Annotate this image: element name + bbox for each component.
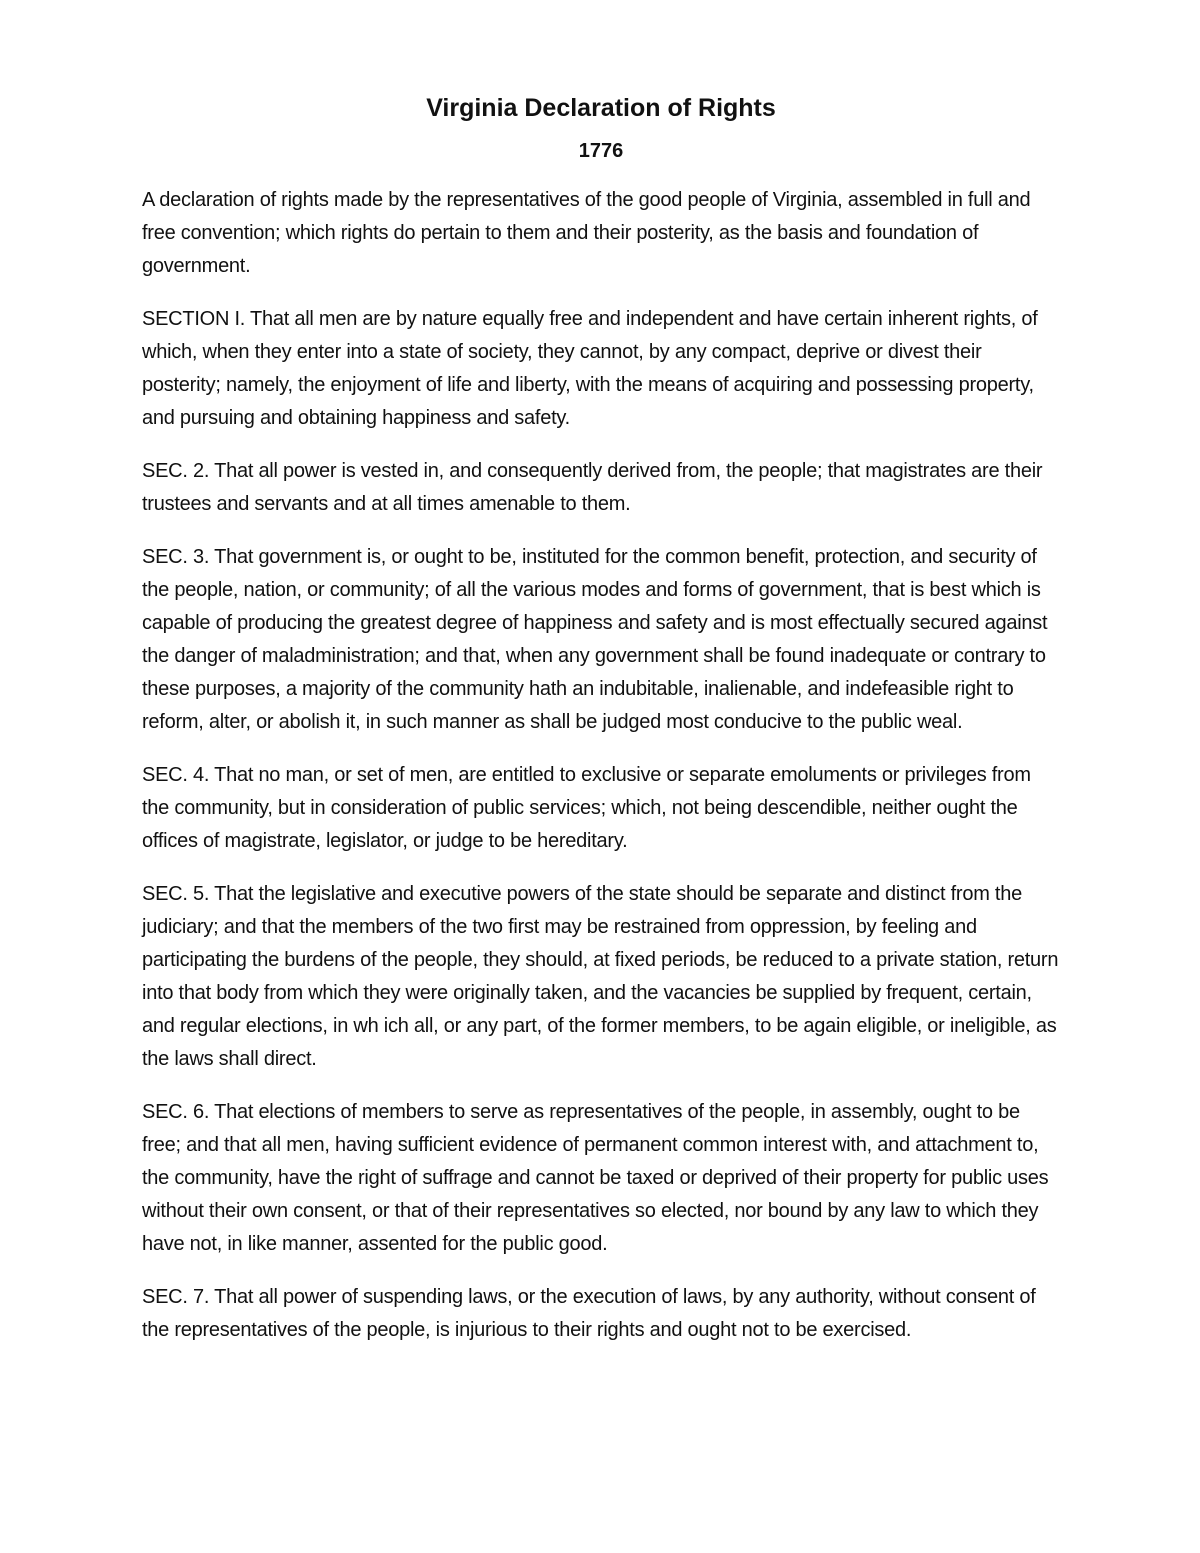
preamble-paragraph: A declaration of rights made by the representatives of the good people of Virginia, assembled in full and free convention; which rights do pertain to them and their posterity, as the basis and foundation of government. — [142, 189, 1031, 277]
section-6-paragraph: SEC. 6. That elections of members to serve as representatives of the people, in assembly, ought to be free; and that all men, having sufficient evidence of permanent common interest with, and attachment to, the community, have the right of suffrage and cannot be taxed or deprived of their property for public uses without their own consent, or that of their representatives so elected, nor bound by any law to which they have not, in like manner, assented for the public good. — [142, 1101, 1049, 1255]
document-body — [142, 90, 1060, 1347]
section-2-paragraph: SEC. 2. That all power is vested in, and consequently derived from, the people; that magistrates are their trustees and servants and at all times amenable to them. — [142, 460, 1043, 515]
section-1-paragraph: SECTION I. That all men are by nature equally free and independent and have certain inherent rights, of which, when they enter into a state of society, they cannot, by any compact, deprive or divest their posterity; namely, the enjoyment of life and liberty, with the means of acquiring and possessing property, and pursuing and obtaining happiness and safety. — [142, 308, 1038, 429]
document-title: Virginia Declaration of Rights — [426, 94, 776, 122]
section-4-paragraph: SEC. 4. That no man, or set of men, are entitled to exclusive or separate emoluments or privileges from the community, but in consideration of public services; which, not being descendible, neither ought the offices of magistrate, legislator, or judge to be hereditary. — [142, 764, 1031, 852]
section-3-paragraph: SEC. 3. That government is, or ought to be, instituted for the common benefit, protection, and security of the people, nation, or community; of all the various modes and forms of government, that is best which is capable of producing the greatest degree of happiness and safety and is most effectually secured against the danger of maladministration; and that, when any government shall be found inadequate or contrary to these purposes, a majority of the community hath an indubitable, inalienable, and indefeasible right to reform, alter, or abolish it, in such manner as shall be judged most conducive to the public weal. — [142, 546, 1048, 733]
document-year: 1776 — [578, 140, 624, 162]
section-5-paragraph: SEC. 5. That the legislative and executive powers of the state should be separate and distinct from the judiciary; and that the members of the two first may be restrained from oppression, by feeling and participating the burdens of the people, they should, at fixed periods, be reduced to a private station, return into that body from which they were originally taken, and the vacancies be supplied by frequent, certain, and regular elections, in wh ich all, or any part, of the former members, to be again eligible, or ineligible, as the laws shall direct. — [142, 883, 1059, 1070]
section-7-paragraph: SEC. 7. That all power of suspending laws, or the execution of laws, by any authority, without consent of the representatives of the people, is injurious to their rights and ought not to be exercised. — [142, 1286, 1036, 1341]
